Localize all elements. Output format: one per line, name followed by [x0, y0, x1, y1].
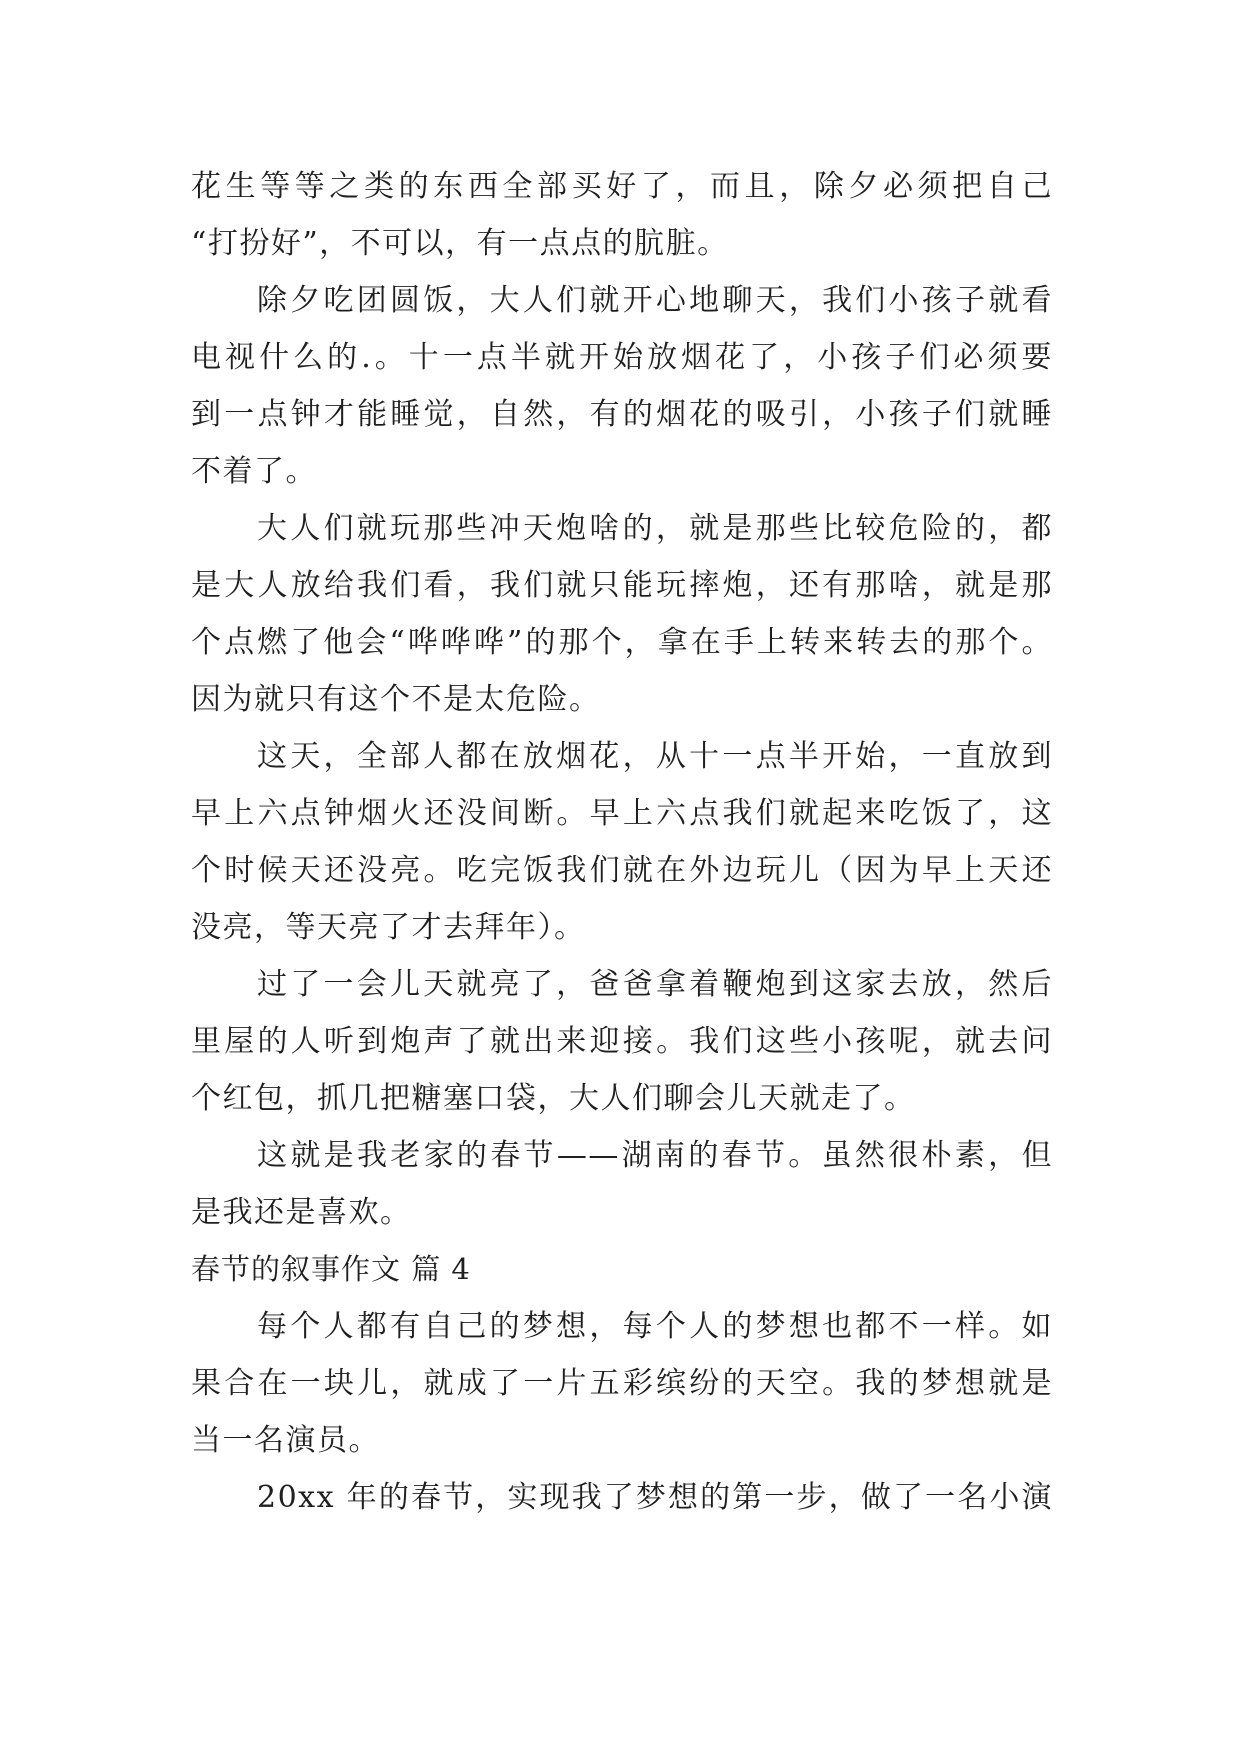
text-line: 个点燃了他会“哗哗哗”的那个，拿在手上转来转去的那个。 — [191, 625, 1053, 660]
paragraph-first-line: 过了一会儿天就亮了，爸爸拿着鞭炮到这家去放，然后 — [257, 967, 1053, 1002]
paragraph-first-line: 这天，全部人都在放烟花，从十一点半开始，一直放到 — [257, 739, 1053, 774]
text-line: “打扮好”，不可以，有一点点的肮脏。 — [191, 226, 729, 261]
text-line: 因为就只有这个不是太危险。 — [191, 682, 601, 717]
paragraph-first-line: 20xx 年的春节，实现我了梦想的第一步，做了一名小演 — [257, 1480, 1053, 1515]
paragraph-first-line: 每个人都有自己的梦想，每个人的梦想也都不一样。如 — [257, 1309, 1053, 1344]
text-line: 早上六点钟烟火还没间断。早上六点我们就起来吃饭了，这 — [191, 796, 1053, 831]
document-body — [191, 158, 1053, 1526]
text-line: 不着了。 — [191, 454, 317, 489]
paragraph-first-line: 这就是我老家的春节——湖南的春节。虽然很朴素，但 — [257, 1138, 1053, 1173]
text-line: 没亮，等天亮了才去拜年）。 — [191, 910, 586, 945]
text-line: 里屋的人听到炮声了就出来迎接。我们这些小孩呢，就去问 — [191, 1024, 1053, 1059]
text-line: 是大人放给我们看，我们就只能玩摔炮，还有那啥，就是那 — [191, 568, 1053, 603]
paragraph-first-line: 大人们就玩那些冲天炮啥的，就是那些比较危险的，都 — [257, 511, 1053, 546]
text-line: 当一名演员。 — [191, 1423, 380, 1458]
text-line: 电视什么的.。十一点半就开始放烟花了，小孩子们必须要 — [191, 340, 1053, 375]
text-line: 个时候天还没亮。吃完饭我们就在外边玩儿（因为早上天还 — [191, 853, 1053, 888]
text-line: 是我还是喜欢。 — [191, 1195, 412, 1230]
text-line: 花生等等之类的东西全部买好了，而且，除夕必须把自己 — [191, 169, 1053, 204]
text-line: 果合在一块儿，就成了一片五彩缤纷的天空。我的梦想就是 — [191, 1366, 1053, 1401]
text-line: 个红包，抓几把糖塞口袋，大人们聊会儿天就走了。 — [191, 1081, 916, 1116]
section-heading: 春节的叙事作文 篇 4 — [191, 1252, 471, 1286]
paragraph-first-line: 除夕吃团圆饭，大人们就开心地聊天，我们小孩子就看 — [257, 283, 1053, 318]
text-line: 到一点钟才能睡觉，自然，有的烟花的吸引，小孩子们就睡 — [191, 397, 1053, 432]
